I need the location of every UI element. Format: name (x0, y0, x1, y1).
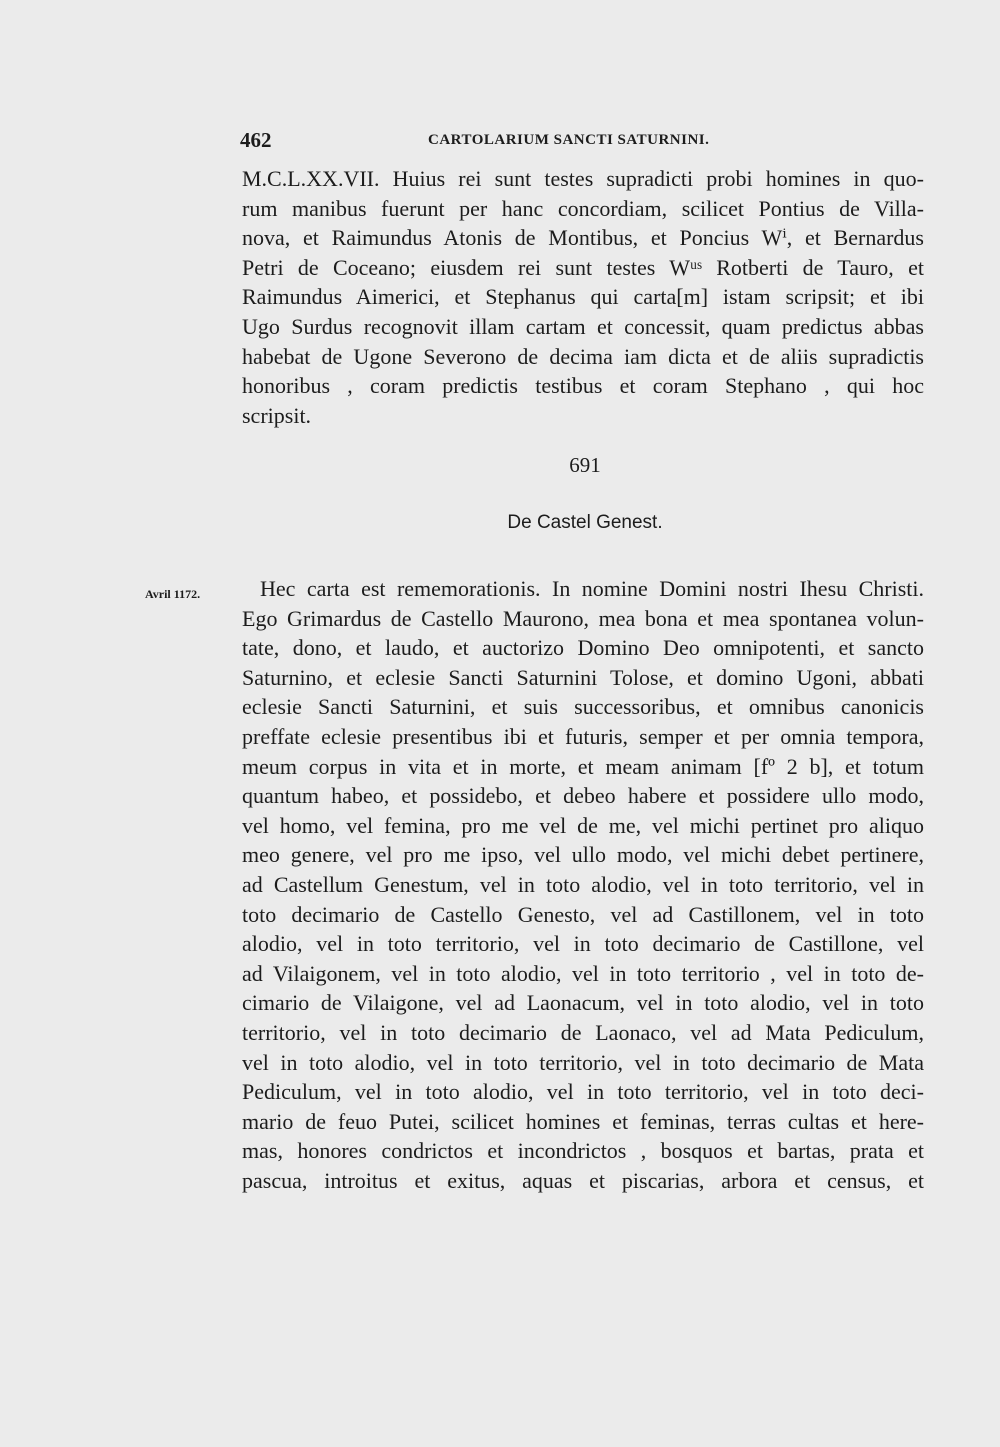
text-line: cimario de Vilaigone, vel ad Laonacum, vel in toto alodio, vel in toto (242, 990, 924, 1016)
text-line: eclesie Sancti Saturnini, et suis successoribus, et omnibus canonicis (242, 694, 924, 720)
text-line: vel in toto alodio, vel in toto territorio, vel in toto decimario de Mata (242, 1049, 924, 1075)
text-line: ad Castellum Genestum, vel in toto alodio, vel in toto territorio, vel in (242, 871, 924, 897)
text-line: Hec carta est rememorationis. In nomine Domini nostri Ihesu Christi. (260, 576, 924, 601)
text-line: honoribus , coram predictis testibus et coram Stephano , qui hoc (242, 373, 924, 399)
text-line: preffate eclesie presentibus ibi et futuris, semper et per omnia tempora, (242, 723, 924, 749)
text-line: meo genere, vel pro me ipso, vel ullo modo, vel michi debet pertinere, (242, 842, 924, 868)
running-title: CARTOLARIUM SANCTI SATURNINI. (428, 132, 710, 148)
entry-number: 691 (569, 453, 601, 477)
page-number: 462 (240, 128, 272, 152)
text-line: rum manibus fuerunt per hanc concordiam, scilicet Pontius de Villa- (242, 195, 924, 221)
text-line: Ego Grimardus de Castello Maurono, mea bona et mea spontanea volun- (242, 605, 924, 631)
continued-paragraph (242, 164, 924, 430)
text-line: meum corpus in vita et in morte, et meam animam [fº 2 b], et totum (242, 753, 924, 779)
text-line: mas, honores condrictos et incondrictos , bosquos et bartas, prata et (242, 1138, 924, 1164)
text-line: alodio, vel in toto territorio, vel in toto decimario de Castillone, vel (242, 931, 924, 957)
running-head (240, 128, 930, 158)
text-line: scripsit. (242, 402, 312, 428)
entry-title: De Castel Genest. (507, 512, 663, 533)
text-line: quantum habeo, et possidebo, et debeo habere et possidere ullo modo, (242, 783, 924, 809)
text-line: territorio, vel in toto decimario de Laonaco, vel ad Mata Pediculum, (242, 1019, 924, 1045)
text-line: vel homo, vel femina, pro me vel de me, vel michi pertinet pro aliquo (242, 812, 924, 838)
text-line: nova, et Raimundus Atonis de Montibus, et Poncius Wⁱ, et Bernardus (242, 225, 924, 251)
text-line: Pediculum, vel in toto alodio, vel in toto territorio, vel in toto deci- (242, 1079, 924, 1105)
text-line: toto decimario de Castello Genesto, vel ad Castillonem, vel in toto (242, 901, 924, 927)
margin-date: Avril 1172. (145, 587, 201, 601)
text-line: M.C.L.XX.VII. Huius rei sunt testes supradicti probi homines in quo- (242, 166, 924, 191)
charter-paragraph (242, 574, 924, 1195)
text-line: pascua, introitus et exitus, aquas et piscarias, arbora et census, et (242, 1167, 924, 1193)
text-line: mario de feuo Putei, scilicet homines et feminas, terras cultas et here- (242, 1108, 924, 1134)
text-line: ad Vilaigonem, vel in toto alodio, vel in toto territorio , vel in toto de- (242, 960, 924, 986)
text-line: Ugo Surdus recognovit illam cartam et concessit, quam predictus abbas (242, 313, 924, 339)
text-line: habebat de Ugone Severono de decima iam dicta et de aliis supradictis (242, 343, 924, 369)
text-line: Petri de Coceano; eiusdem rei sunt testes Wᵘˢ Rotberti de Tauro, et (242, 254, 924, 280)
text-line: tate, dono, et laudo, et auctorizo Domino Deo omnipotenti, et sancto (242, 635, 924, 661)
text-line: Saturnino, et eclesie Sancti Saturnini Tolose, et domino Ugoni, abbati (242, 664, 924, 690)
text-line: Raimundus Aimerici, et Stephanus qui carta[m] istam scripsit; et ibi (242, 284, 924, 310)
